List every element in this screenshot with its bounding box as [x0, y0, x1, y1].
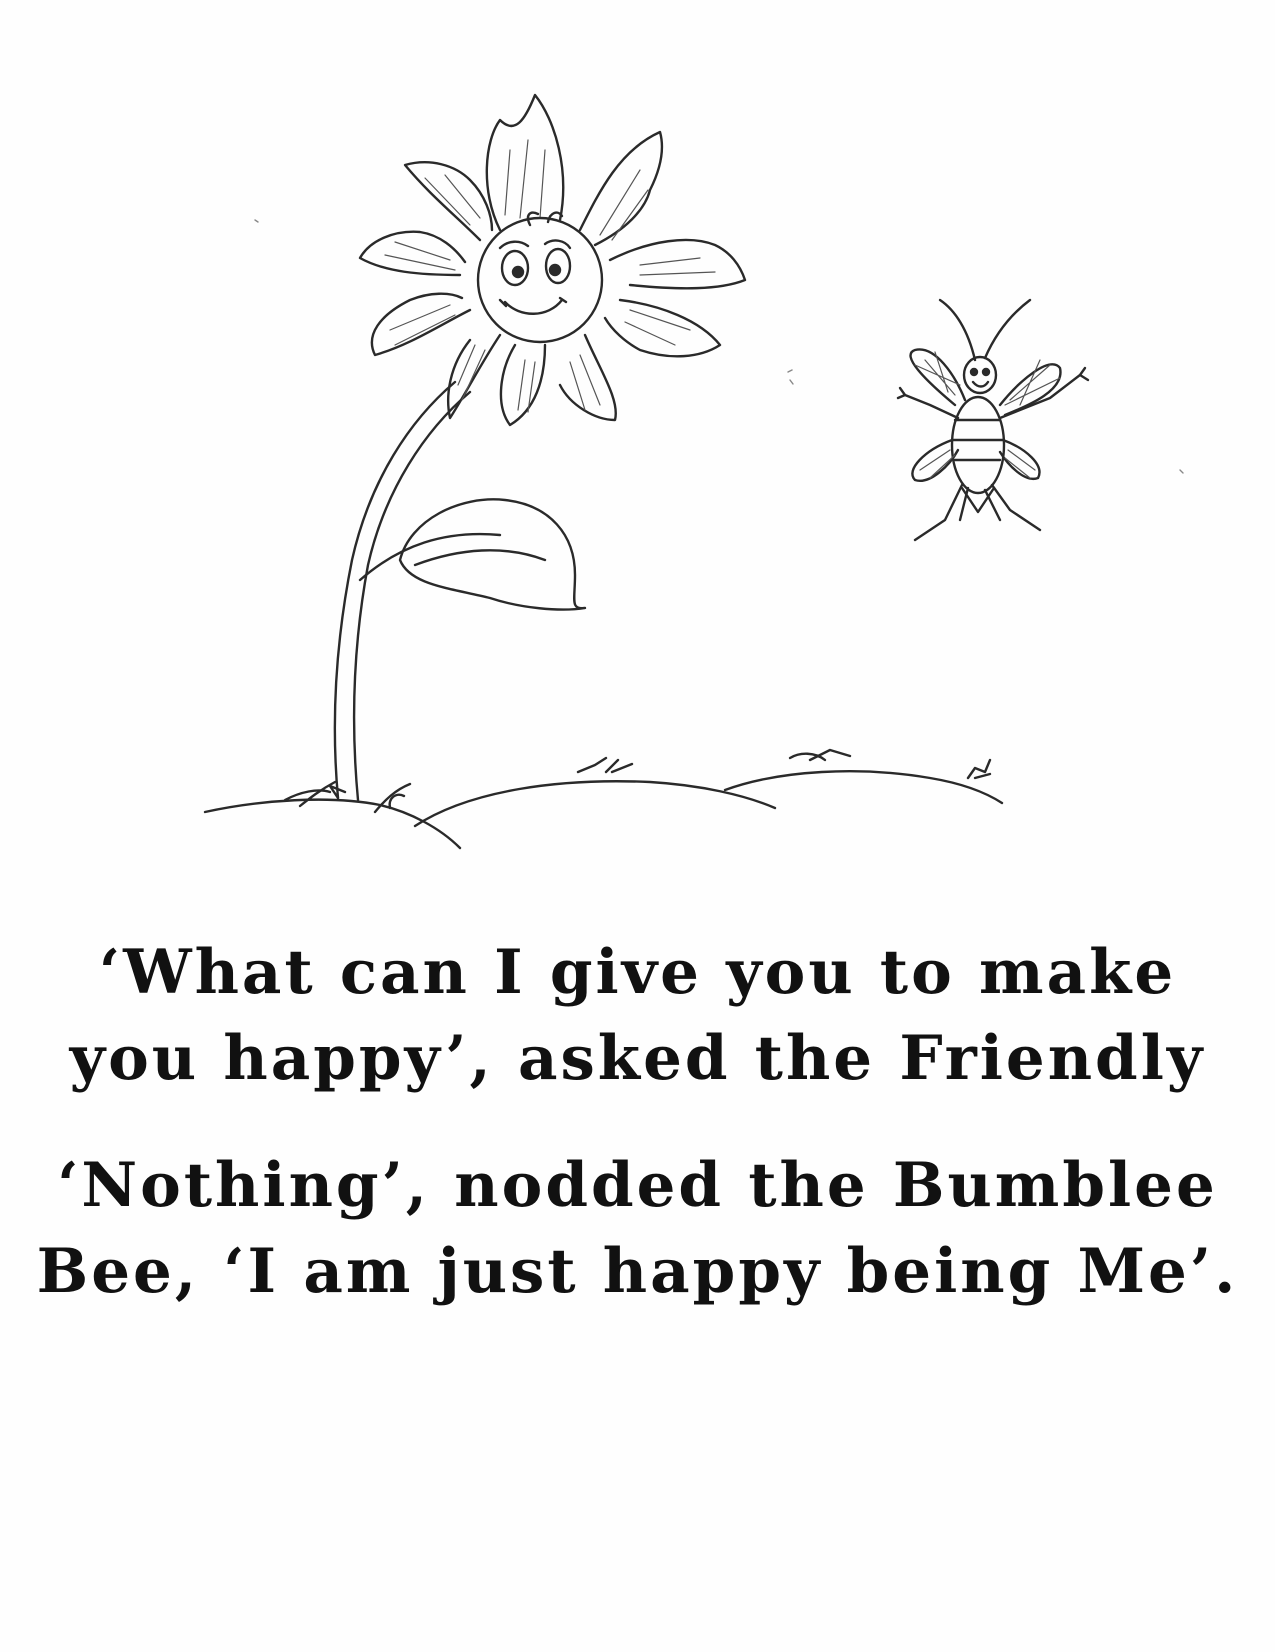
story-paragraph-2 — [0, 1143, 1275, 1315]
flower-face — [478, 213, 602, 342]
story-line: ‘Nothing’, nodded the Bumblee — [57, 1150, 1218, 1221]
story-line: ‘What can I give you to make — [98, 937, 1177, 1008]
petal-shading — [385, 140, 715, 412]
ground-hills — [205, 771, 1002, 848]
flower-leaf — [360, 499, 585, 609]
flower-stem — [335, 382, 470, 800]
story-line: Bee, ‘I am just happy being Me’. — [36, 1236, 1239, 1307]
story-line: you happy’, asked the Friendly — [69, 1023, 1206, 1094]
story-paragraph-1 — [0, 930, 1275, 1102]
bee — [898, 300, 1088, 540]
